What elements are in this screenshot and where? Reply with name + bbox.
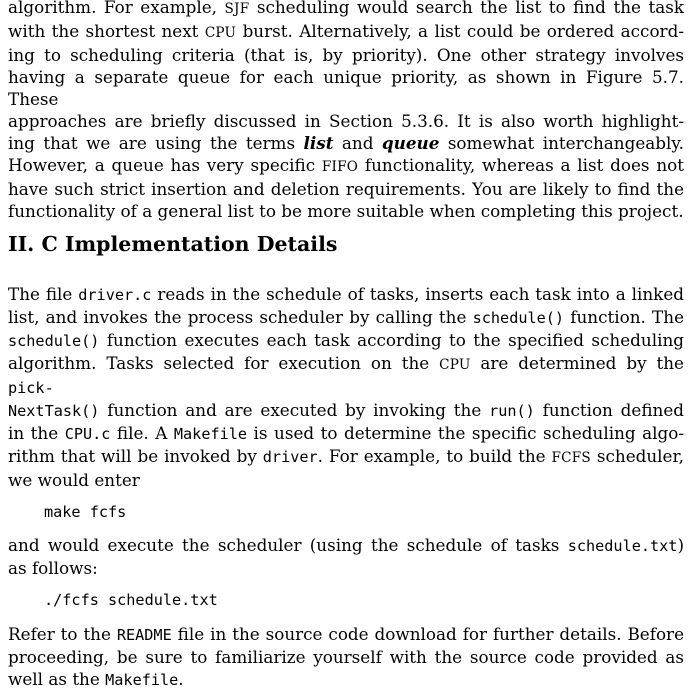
code-block-make: make fcfs bbox=[44, 503, 127, 521]
text-line: as follows: bbox=[8, 558, 98, 578]
text-line: schedule() function executes each task according to the specified scheduling bbox=[8, 330, 684, 350]
text-line: and would execute the scheduler (using the schedule of tasks schedule.txt) bbox=[8, 535, 684, 555]
code-term: schedule() bbox=[472, 309, 565, 327]
code-term: schedule.txt bbox=[567, 537, 678, 555]
code-term: Makefile bbox=[173, 425, 248, 443]
text-line: with the shortest next CPU burst. Alternatively, a list could be ordered accord- bbox=[8, 21, 684, 41]
text-line: in the CPU.c file. A Makefile is used to determine the specific scheduling algo- bbox=[8, 423, 685, 443]
code-term: driver.c bbox=[78, 286, 152, 304]
text-line: we would enter bbox=[8, 470, 140, 490]
code-term: driver bbox=[262, 448, 318, 466]
paragraph-implementation bbox=[8, 283, 684, 491]
text-line: well as the Makefile. bbox=[8, 669, 184, 689]
code-term: CPU.c bbox=[64, 425, 111, 443]
text-line: The file driver.c reads in the schedule of tasks, inserts each task into a linked bbox=[8, 284, 684, 304]
text-line: Refer to the README file in the source code download for further details. Before bbox=[8, 624, 684, 644]
term-queue: queue bbox=[381, 133, 440, 153]
text-line: ing to scheduling criteria (that is, by priority). One other strategy involves bbox=[8, 45, 684, 65]
code-term: NextTask() bbox=[8, 402, 100, 420]
text-line: list, and invokes the process scheduler by calling the schedule() function. The bbox=[8, 307, 684, 327]
code-term: run() bbox=[489, 402, 535, 420]
code-term: Makefile bbox=[105, 671, 179, 689]
text-line: However, a queue has very specific FIFO functionality, whereas a list does not bbox=[8, 155, 684, 175]
paragraph-readme bbox=[8, 623, 684, 691]
term-list: list bbox=[303, 133, 334, 153]
text-line: rithm that will be invoked by driver. For example, to build the FCFS scheduler, bbox=[8, 446, 684, 466]
paragraph-execute bbox=[8, 534, 684, 579]
paragraph-scheduling-lists bbox=[8, 0, 684, 222]
code-term: README bbox=[116, 626, 172, 644]
text-line: have such strict insertion and deletion requirements. You are likely to find the bbox=[8, 179, 684, 199]
section-heading: II. C Implementation Details bbox=[8, 232, 338, 256]
text-line: algorithm. Tasks selected for execution on the CPU are determined by the pick- bbox=[8, 353, 684, 397]
code-block-run: ./fcfs schedule.txt bbox=[44, 591, 218, 609]
text-line: ing that we are using the terms list and queue somewhat interchangeably. bbox=[8, 133, 684, 153]
text-line: functionality of a general list to be more suitable when completing this project. bbox=[8, 201, 684, 221]
text-line: having a separate queue for each unique priority, as shown in Figure 5.7. These bbox=[8, 67, 684, 109]
code-term: pick- bbox=[8, 379, 54, 397]
text-line: proceeding, be sure to familiarize yourself with the source code provided as bbox=[8, 647, 684, 667]
text-line: algorithm. For example, SJF scheduling would search the list to find the task bbox=[8, 0, 684, 17]
text-line: approaches are briefly discussed in Section 5.3.6. It is also worth highlight- bbox=[8, 111, 684, 131]
code-term: schedule() bbox=[8, 332, 100, 350]
text-line: NextTask() function and are executed by invoking the run() function defined bbox=[8, 400, 685, 420]
